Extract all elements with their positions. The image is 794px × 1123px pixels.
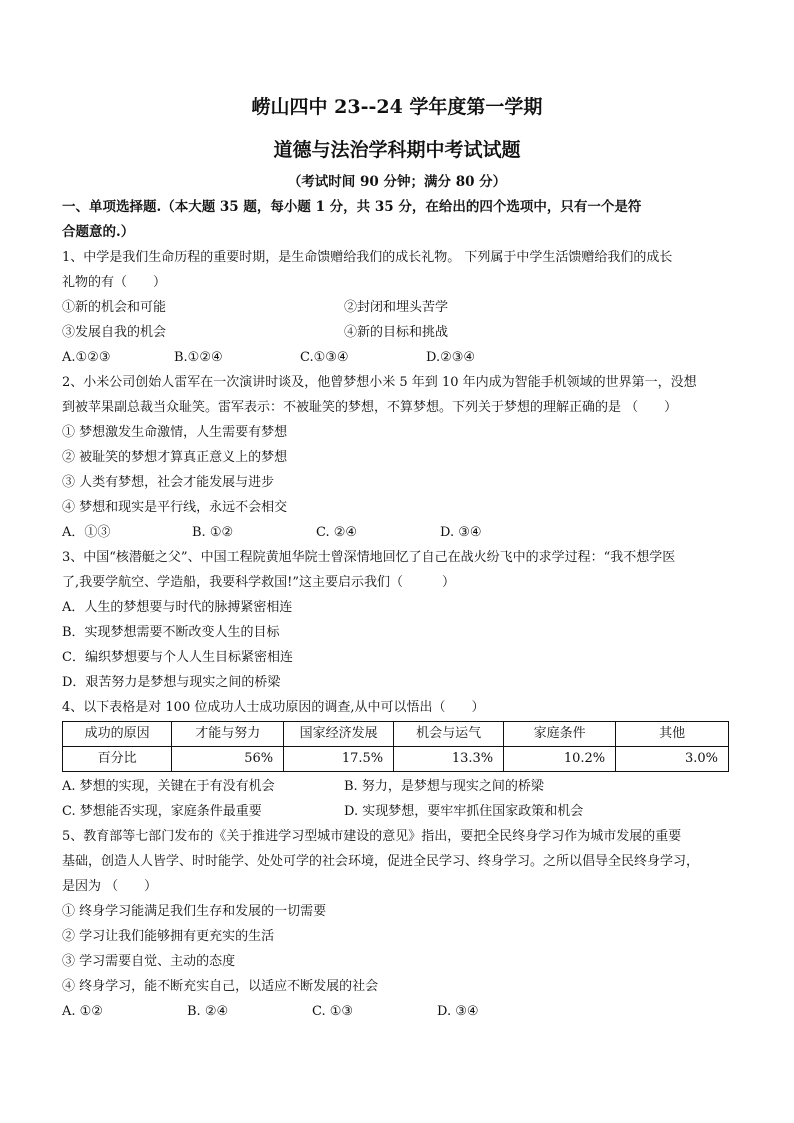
- option-c: C. 梦想能否实现，家庭条件最重要: [62, 804, 262, 819]
- option-c: C．编织梦想要与个人人生目标紧密相连: [62, 650, 293, 665]
- question-5-stem-cont: 基础，创造人人皆学、时时能学、处处可学的社会环境，促进全民学习、终身学习。之所以倡导全民终身学习，: [62, 854, 700, 869]
- question-4-stem: 4、以下表格是对 100 位成功人士成功原因的调查,从中可以悟出（ ）: [62, 700, 485, 715]
- section-heading-cont: 合题意的.）: [62, 224, 135, 240]
- statement: ② 被耻笑的梦想才算真正意义上的梦想: [62, 450, 288, 465]
- option-a: A.①②③: [62, 350, 111, 365]
- table-cell: 10.2%: [504, 747, 616, 772]
- statement: ④ 终身学习，能不断充实自己，以适应不断发展的社会: [62, 979, 379, 994]
- option-a: A. ①②: [62, 1004, 103, 1019]
- statement: ④新的目标和挑战: [344, 325, 449, 340]
- option-b: B. ①②: [192, 525, 234, 540]
- section-heading: 一、单项选择题.（本大题 35 题，每小题 1 分，共 35 分，在给出的四个选项中，只有一个是符: [62, 199, 642, 215]
- survey-table: [62, 721, 729, 772]
- table-cell: 56%: [172, 747, 284, 772]
- table-cell: 家庭条件: [504, 722, 616, 747]
- table-row: [63, 722, 729, 747]
- statement: ③发展自我的机会: [62, 325, 167, 340]
- table-cell: 其他: [616, 722, 729, 747]
- option-c: C. ②④: [316, 525, 358, 540]
- statement: ① 终身学习能满足我们生存和发展的一切需要: [62, 904, 327, 919]
- statement: ③ 人类有梦想，社会才能发展与进步: [62, 475, 275, 490]
- table-cell: 机会与运气: [394, 722, 504, 747]
- question-4-options-row1: [62, 774, 732, 799]
- option-c: C. ①③: [312, 1004, 354, 1019]
- statement: ①新的机会和可能: [62, 300, 167, 315]
- question-5-stem-cont: 是因为 （ ）: [62, 879, 158, 894]
- option-b: B. ②④: [187, 1004, 229, 1019]
- question-2-stem-cont: 到被苹果副总裁当众耻笑。雷军表示：不被耻笑的梦想，不算梦想。下列关于梦想的理解正确的是 （ ）: [62, 400, 678, 415]
- question-2-options: [62, 520, 732, 545]
- page-subject-title: 道德与法治学科期中考试试题: [273, 139, 521, 161]
- option-d: D.②③④: [426, 350, 476, 365]
- exam-info: （考试时间 90 分钟；满分 80 分）: [287, 174, 507, 190]
- option-b: B．实现梦想需要不断改变人生的目标: [62, 625, 280, 640]
- question-1-stem-cont: 礼物的有（ ）: [62, 275, 167, 290]
- question-1-stem: 1、中学是我们生命历程的重要时期，是生命馈赠给我们的成长礼物。 下列属于中学生活馈赠给我们的成长: [62, 250, 673, 265]
- option-d: D. ③④: [440, 525, 482, 540]
- option-a: A．人生的梦想要与时代的脉搏紧密相连: [62, 600, 293, 615]
- statement: ④ 梦想和现实是平行线，永远不会相交: [62, 500, 288, 515]
- option-a: A．①③: [62, 525, 111, 540]
- table-cell: 百分比: [63, 747, 172, 772]
- question-1-statements-row1: [62, 295, 732, 320]
- option-d: D．艰苦努力是梦想与现实之间的桥梁: [62, 675, 281, 690]
- table-cell: 13.3%: [394, 747, 504, 772]
- option-d: D. ③④: [437, 1004, 479, 1019]
- question-5-stem: 5、教育部等七部门发布的《关于推进学习型城市建设的意见》指出，要把全民终身学习作为城市发展的重要: [62, 829, 682, 844]
- option-d: D. 实现梦想，要牢牢抓住国家政策和机会: [344, 804, 584, 819]
- question-1-statements-row2: [62, 320, 732, 345]
- question-2-stem: 2、小米公司创始人雷军在一次演讲时谈及，他曾梦想小米 5 年到 10 年内成为智能手机领域的世界第一，没想: [62, 375, 697, 390]
- question-3-stem: 3、中国“核潜艇之父”、中国工程院黄旭华院士曾深情地回忆了自己在战火纷飞中的求学过程：“我不想学医: [62, 550, 676, 565]
- question-3-stem-cont: 了,我要学航空、学造船，我要科学救国!”这主要启示我们（ ）: [62, 575, 456, 590]
- statement: ③ 学习需要自觉、主动的态度: [62, 954, 236, 969]
- table-row: [63, 747, 729, 772]
- table-cell: 3.0%: [616, 747, 729, 772]
- statement: ②封闭和埋头苦学: [344, 300, 449, 315]
- option-b: B.①②④: [174, 350, 223, 365]
- question-1-options: [62, 345, 732, 370]
- statement: ① 梦想激发生命激情，人生需要有梦想: [62, 425, 288, 440]
- statement: ② 学习让我们能够拥有更充实的生活: [62, 929, 275, 944]
- table-cell: 国家经济发展: [284, 722, 394, 747]
- option-b: B. 努力，是梦想与现实之间的桥梁: [344, 779, 544, 794]
- table-cell: 17.5%: [284, 747, 394, 772]
- table-cell: 成功的原因: [63, 722, 172, 747]
- question-4-options-row2: [62, 799, 732, 824]
- option-c: C.①③④: [300, 350, 349, 365]
- question-5-options: [62, 999, 732, 1024]
- table-cell: 才能与努力: [172, 722, 284, 747]
- exam-content: [62, 195, 732, 1024]
- option-a: A. 梦想的实现，关键在于有没有机会: [62, 779, 275, 794]
- page-title: 崂山四中 23--24 学年度第一学期: [251, 96, 543, 118]
